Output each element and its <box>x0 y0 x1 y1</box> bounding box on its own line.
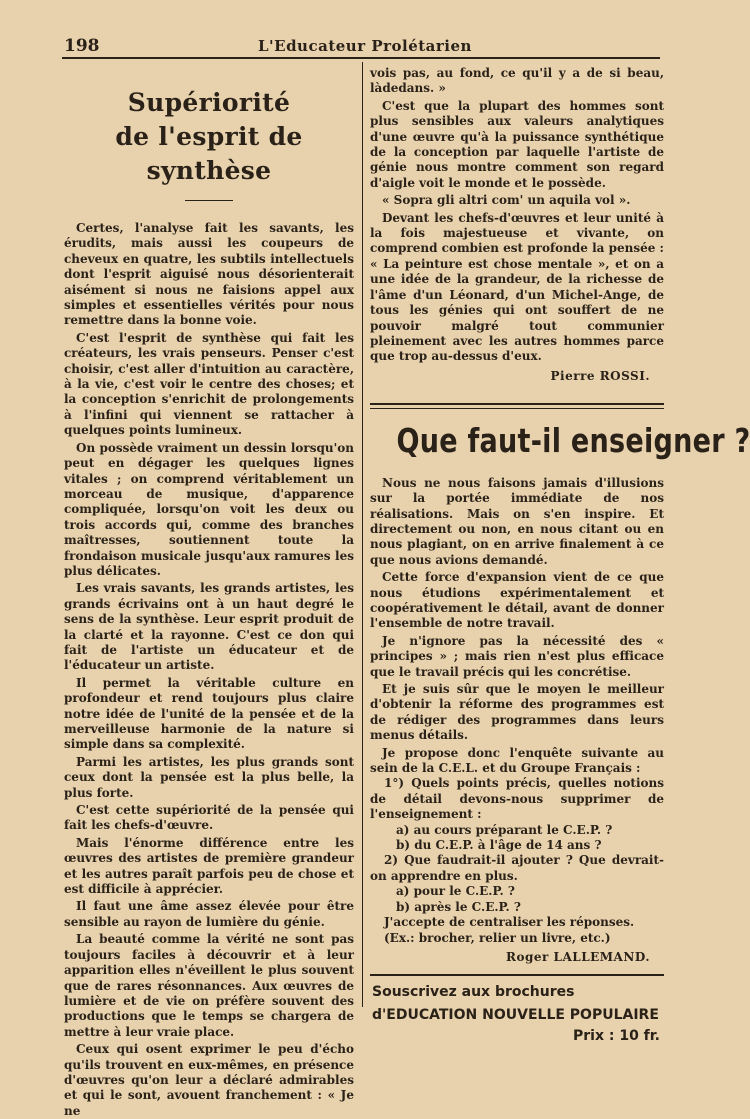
right-column <box>370 66 750 1044</box>
question-2b: b) après le C.E.P. ? <box>396 899 521 914</box>
article1-paragraph: Ceux qui osent exprimer le peu d'écho qu'ils trouvent en eux-mêmes, en présence d'œuvres qu'on leur a déclaré admirables et qui le sont, avouent franchement : « Je ne <box>64 1042 354 1118</box>
article1-paragraph: C'est que la plupart des hommes sont plus sensibles aux valeurs analytiques d'une œuvre qu'à la puissance synthétique de la conception par laquelle l'artiste de génie nous montre comment son regard d'aigle voit le monde et le possède. <box>370 98 664 190</box>
article1-paragraph: Il faut une âme assez élevée pour être sensible au rayon de lumière du génie. <box>64 899 354 929</box>
survey-questions <box>370 776 664 945</box>
article1-paragraph: On possède vraiment un dessin lorsqu'on peut en dégager les quelques lignes vitales ; on comprend véritablement un morceau de musique, d'apparence compliquée, lorsqu'on voit les deux ou trois accords qui, comme des branches maîtresses, soutiennent toute la frondaison musicale jusqu'aux ramures les plus délicates. <box>64 440 354 578</box>
article1-paragraph: Devant les chefs-d'œuvres et leur unité à la fois majestueuse et vivante, on comprend combien est profonde la pensée : « La peinture est chose mentale », et on a une idée de la grandeur, de la richesse de l'âme d'un Léonard, d'un Michel-Ange, de tous les génies qui ont souffert de ne pouvoir malgré tout communier pleinement avec les autres hommes parce que trop au-dessus d'eux. <box>370 210 664 364</box>
article2-paragraph: Cette force d'expansion vient de ce que nous étudions expérimentalement et coopérativement le détail, avant de donner l'ensemble de notre travail. <box>370 570 664 631</box>
article2-title: Que faut-il enseigner ? <box>396 420 750 460</box>
article1-paragraph: Parmi les artistes, les plus grands sont ceux dont la pensée est la plus belle, la plus forte. <box>64 754 354 800</box>
question-1: 1°) Quels points précis, quelles notions de détail devons-nous supprimer de l'enseignement : <box>370 776 664 822</box>
article1-paragraph: Il permet la véritable culture en profondeur et rend toujours plus claire notre idée de l'unité de la pensée et de la merveilleuse harmonie de la nature si simple dans sa complexité. <box>64 675 354 752</box>
article1-title-line2: de l'esprit de synthèse <box>115 122 303 185</box>
column-divider <box>362 62 363 1007</box>
article2-paragraph: Je propose donc l'enquête suivante au sein de la C.E.L. et du Groupe Français : <box>370 745 664 776</box>
advert-rule <box>370 974 664 976</box>
closing-note: (Ex.: brocher, relier un livre, etc.) <box>384 930 611 945</box>
article1-quote: « Sopra gli altri com' un aquila vol ». <box>382 193 631 208</box>
page-number: 198 <box>64 36 100 56</box>
question-1b: b) du C.E.P. à l'âge de 14 ans ? <box>396 838 602 853</box>
article1-title <box>64 86 354 188</box>
advert-line2: d'EDUCATION NOUVELLE POPULAIRE <box>372 1006 659 1023</box>
advert-line1: Souscrivez aux brochures <box>372 983 575 1000</box>
header-rule <box>62 57 660 59</box>
question-1a: a) au cours préparant le C.E.P. ? <box>396 822 613 837</box>
article2-signature: Roger LALLEMAND. <box>506 949 650 964</box>
journal-title: L'Educateur Prolétarien <box>258 37 472 55</box>
article1-paragraph: Mais l'énorme différence entre les œuvres des artistes de première grandeur et les autres paraît parfois peu de chose et est difficile à apprécier. <box>64 835 354 897</box>
section-rule <box>370 403 664 405</box>
article1-title-line1: Supériorité <box>127 88 291 117</box>
question-2: 2) Que faudrait-il ajouter ? Que devrait-on apprendre en plus. <box>370 853 664 883</box>
closing-line: J'accepte de centraliser les réponses. <box>384 915 635 930</box>
article1-paragraph: Les vrais savants, les grands artistes, les grands écrivains ont à un haut degré le sens de la synthèse. Leur esprit produit de la clarté et la rayonne. C'est ce don qui fait de l'artiste un éducateur et de l'éducateur un artiste. <box>64 581 354 673</box>
article1-paragraph: La beauté comme la vérité ne sont pas toujours faciles à découvrir et à leur apparition elles n'éveillent le plus souvent que de rares résonnances. Aux œuvres de lumière et de vie on préfère souvent des productions que le temps se chargera de mettre à leur vraie place. <box>64 932 354 1039</box>
article1-paragraph: Certes, l'analyse fait les savants, les érudits, mais aussi les coupeurs de cheveux en quatre, les subtils intellectuels dont l'esprit aiguisé nous désorienterait aisément si nous ne faisions appel aux simples et essentielles vérités pour nous remettre dans la bonne voie. <box>64 221 354 328</box>
article2-paragraph: Nous ne nous faisons jamais d'illusions sur la portée immédiate de nos réalisations. Mais on s'en inspire. Et directement ou non, en nous citant ou en nous plagiant, on en arrive finalement à ce que nous avions demandé. <box>370 475 664 567</box>
left-column <box>64 66 354 1118</box>
section-rule-thin <box>370 408 664 409</box>
advert-price: Prix : 10 fr. <box>572 1027 660 1044</box>
article2-paragraph: Je n'ignore pas la nécessité des « principes » ; mais rien n'est plus efficace que le travail précis qui les concrétise. <box>370 633 664 679</box>
article2-paragraph: Et je suis sûr que le moyen le meilleur d'obtenir la réforme des programmes est de rédiger des programmes dans leurs menus détails. <box>370 682 664 743</box>
article1-paragraph: vois pas, au fond, ce qu'il y a de si beau, làdedans. » <box>370 66 664 96</box>
question-2a: a) pour le C.E.P. ? <box>396 884 515 899</box>
article1-paragraph: C'est l'esprit de synthèse qui fait les créateurs, les vrais penseurs. Penser c'est choisir, c'est aller d'intuition au caractère, à la vie, c'est voir le centre des choses; et la conception s'enrichit de prolongements à l'infini qui viennent se rattacher à quelques points lumineux. <box>64 330 354 438</box>
title-rule <box>185 200 233 201</box>
article1-paragraph: C'est cette supériorité de la pensée qui fait les chefs-d'œuvre. <box>64 803 354 833</box>
article1-signature: Pierre ROSSI. <box>550 368 650 383</box>
